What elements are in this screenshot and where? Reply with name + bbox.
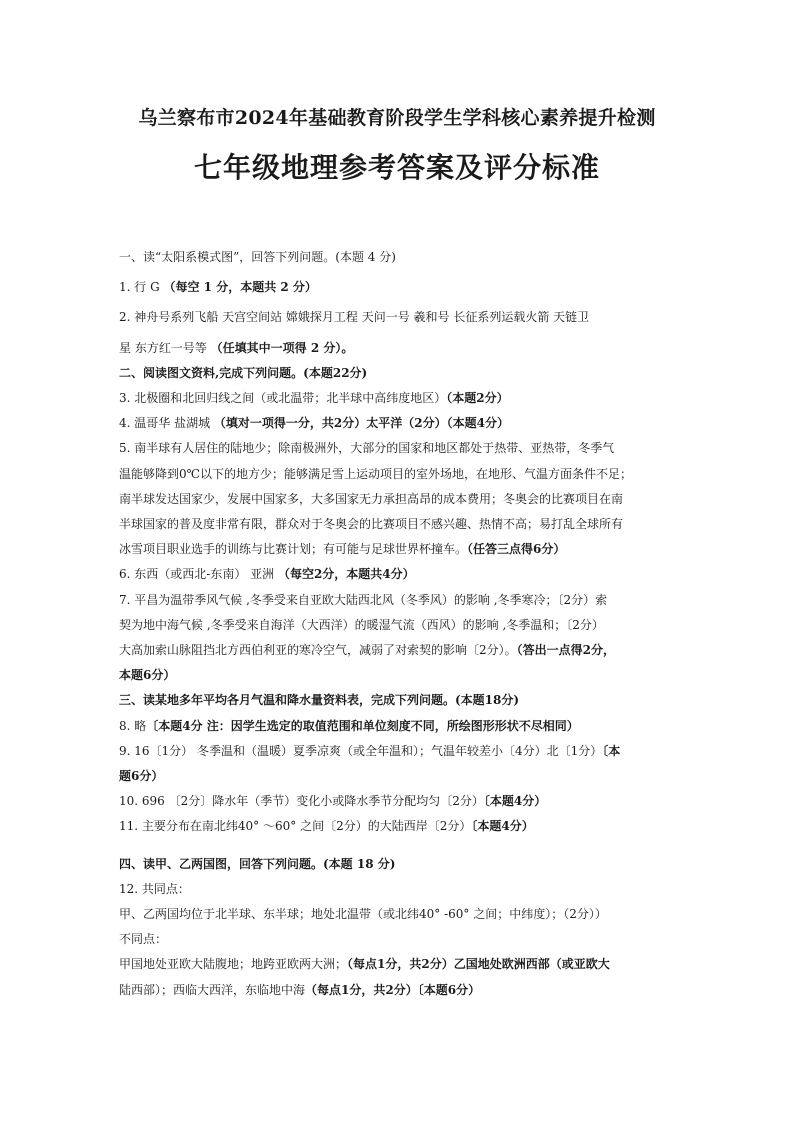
section-2-heading: 二、阅读图文资料,完成下列问题。(本题22分) [119,365,368,380]
answer-line: 题6分） [119,769,164,784]
answer-line: 10. 696 〔2分〕降水年（季节）变化小或降水季节分配均匀〔2分）〔本题4分） [119,794,547,809]
answer-line: 9. 16〔1分） 冬季温和（温暖）夏季凉爽（或全年温和）；气温年较差小〔4分）北〔1分）〔本 [119,743,621,758]
answer-line: 大高加索山脉阻挡北方西伯利亚的寒冷空气，减弱了对索契的影响〔2分）。（答出一点得2分， [119,643,615,658]
document-title-exam: 乌兰察布市2024年基础教育阶段学生学科核心素养提升检测 [138,107,656,129]
answer-line: 1. 行 G （每空 1 分，本题共 2 分） [119,280,317,295]
section-3-heading: 三、读某地多年平均各月气温和降水量资料表，完成下列问题。(本题18分) [119,693,520,708]
answer-line: 8. 略〔本题4分 注：因学生选定的取值范围和单位刻度不同，所绘图形形状不尽相同） [119,718,579,733]
answer-line: 半球国家的普及度非常有限，群众对于冬奥会的比赛项目不感兴趣、热情不高；易打乱全球所有 [119,517,624,532]
answer-line: 陆西部）；西临大西洋，东临地中海（每点1分，共2分）〔本题6分） [119,982,481,997]
answer-line: 不同点： [119,932,168,947]
answer-line: 温能够降到0℃以下的地方少；能够满足雪上运动项目的室外场地，在地形、气温方面条件不足； [119,466,633,481]
answer-line: 4. 温哥华 盐湖城 （填对一项得一分，共2分）太平洋（2分）（本题4分） [119,416,509,431]
answer-line: 冰雪项目职业选手的训练与比赛计划；有可能与足球世界杯撞车。（任答三点得6分） [119,542,566,557]
section-4-heading: 四、读甲、乙两国图，回答下列问题。(本题 18 分) [119,856,396,871]
answer-line: 2. 神舟号系列飞船 天宫空间站 嫦娥探月工程 天问一号 羲和号 长征系列运载火箭 天链卫 [119,310,590,325]
document-title-subject: 七年级地理参考答案及评分标准 [193,151,600,184]
answer-line: 甲、乙两国均位于北半球、东半球；地处北温带（或北纬40° -60° 之间；中纬度）；（2分）） [119,907,607,922]
answer-line: 6. 东西（或西北-东南） 亚洲 （每空2分，本题共4分） [119,567,415,582]
answer-line: 3. 北极圈和北回归线之间（或北温带；北半球中高纬度地区）（本题2分） [119,391,509,406]
answer-line: 星 东方红一号等 （任填其中一项得 2 分）。 [119,340,354,355]
section-1-heading: 一、读“太阳系模式图”，回答下列问题。(本题 4 分) [119,250,396,264]
answer-line: 5. 南半球有人居住的陆地少；除南极洲外，大部分的国家和地区都处于热带、亚热带，冬季气 [119,441,615,456]
answer-line: 本题6分） [119,668,176,683]
answer-line: 12. 共同点： [119,881,190,896]
answer-line: 11. 主要分布在南北纬40° ～60° 之间〔2分）的大陆西岸〔2分）〔本题4分） [119,819,534,834]
answer-line: 南半球发达国家少，发展中国家多，大多国家无力承担高昂的成本费用；冬奥会的比赛项目在南 [119,491,624,506]
answer-line: 7. 平昌为温带季风气候 ,冬季受来自亚欧大陆西北风（冬季风）的影响 ,冬季寒冷；〔2分）索 [119,592,608,607]
answer-line: 契为地中海气候 ,冬季受来自海洋（大西洋）的暖湿气流（西风）的影响 ,冬季温和；〔2分） [119,617,604,632]
answer-line: 甲国地处亚欧大陆腹地；地跨亚欧两大洲；（每点1分，共2分）乙国地处欧洲西部（或亚欧大 [119,957,610,972]
answer-body [119,245,679,1003]
